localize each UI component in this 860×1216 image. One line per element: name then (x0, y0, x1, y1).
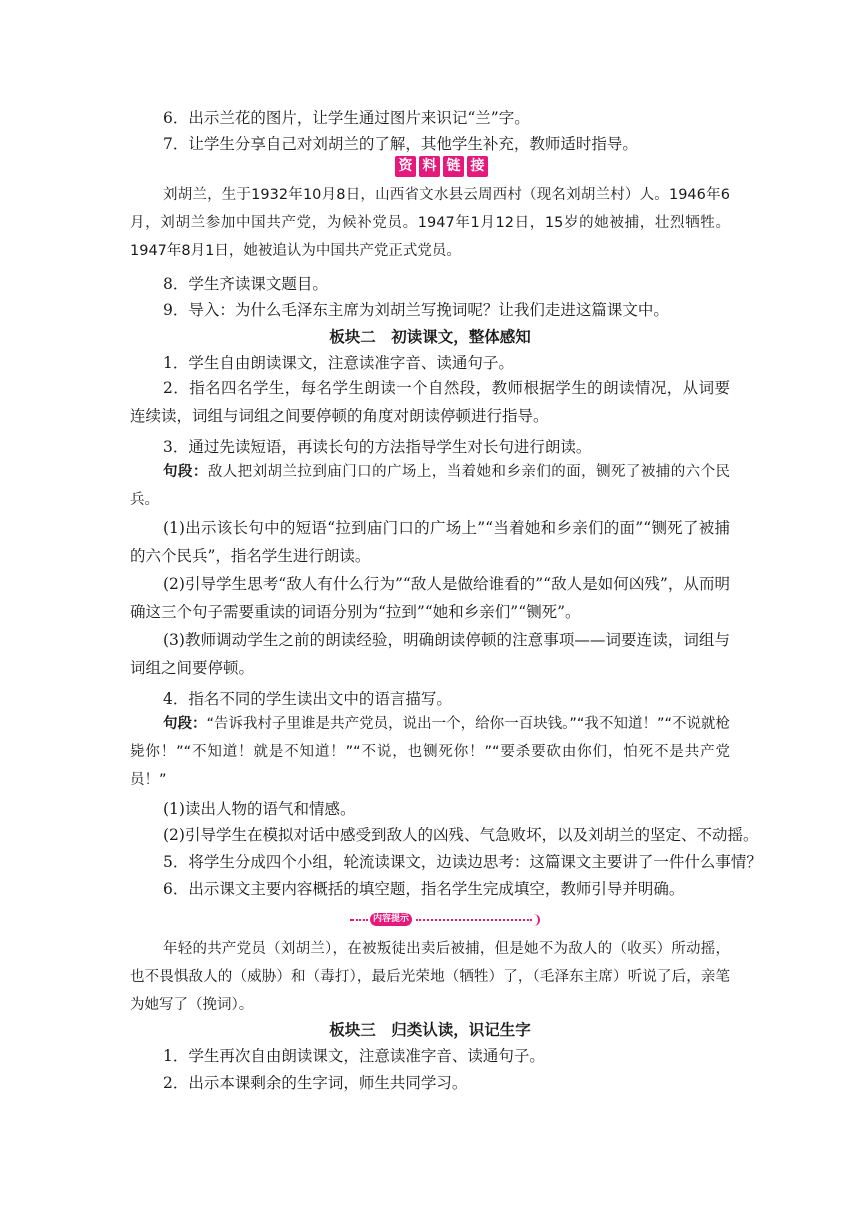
section-3-heading: 板块三 归类认读，识记生字 (329, 1021, 531, 1039)
section-2-step-4: 4．指名不同的学生读出文中的语言描写。 (163, 690, 452, 708)
question-1: (1)读出人物的语气和情感。 (163, 800, 356, 818)
section-2-step-6: 6．出示课文主要内容概括的填空题，指名学生完成填空，教师引导并明确。 (163, 880, 685, 898)
section-2-heading: 板块二 初读课文，整体感知 (329, 328, 531, 346)
content-summary: 年轻的共产党员（刘胡兰），在被叛徒出卖后被捕，但是她不为敌人的（收买）所动摇，也不畏惧敌人的（威胁）和（毒打），最后光荣地（牺牲）了，（毛泽东主席）听说了后，亲笔为她写了（挽词）。 (130, 941, 730, 1013)
section-3-step-2: 2．出示本课剩余的生字词，师生共同学习。 (163, 1074, 468, 1092)
instruction-3: (3)教师调动学生之前的朗读经验，明确朗读停顿的注意事项——词要连读，词组与词组之间要停顿。 (130, 631, 730, 677)
excerpt-label: 句段： (163, 464, 208, 480)
step-7: 7．让学生分享自己对刘胡兰的了解，其他学生补充，教师适时指导。 (163, 135, 638, 153)
instruction-1: (1)出示该长句中的短语“拉到庙门口的广场上”“当着她和乡亲们的面”“铡死了被捕的六个民兵”，指名学生进行朗读。 (130, 519, 730, 565)
tip-start-mark (350, 919, 354, 921)
badge-char: 料 (419, 156, 440, 177)
excerpt-label: 句段： (163, 716, 207, 732)
content-tip-marker (350, 913, 540, 927)
tip-dots-left (356, 919, 368, 921)
question-2: (2)引导学生在模拟对话中感受到敌人的凶残、气急败坏，以及刘胡兰的坚定、不动摇。 (163, 826, 759, 844)
excerpt-text: “告诉我村子里谁是共产党员，说出一个，给你一百块钱。”“我不知道！”“不说就枪毙你！”“不知道！就是不知道！”“不说，也铡死你！”“要杀要砍由你们，怕死不是共产党员！” (130, 716, 730, 788)
content-tip-label: 内容提示 (370, 913, 412, 926)
resource-link-badge (395, 156, 488, 177)
liu-hulan-bio: 刘胡兰，生于1932年10月8日，山西省文水县云周西村（现名刘胡兰村）人。1946年6月，刘胡兰参加中国共产党，为候补党员。1947年1月12日，15岁的她被捕，壮烈牺牲。1947年8月1日，她被追认为中国共产党正式党员。 (130, 187, 730, 259)
instruction-2: (2)引导学生思考“敌人有什么行为”“敌人是做给谁看的”“敌人是如何凶残”，从而明确这三个句子需要重读的词语分别为“拉到”“她和乡亲们”“铡死”。 (130, 575, 730, 621)
tip-end-mark (532, 914, 540, 926)
section-2-step-5: 5．将学生分成四个小组，轮流读课文，边读边思考：这篇课文主要讲了一件什么事情？ (163, 853, 762, 871)
section-2-step-1: 1．学生自由朗读课文，注意读准字音、读通句子。 (163, 354, 514, 372)
step-6: 6．出示兰花的图片，让学生通过图片来识记“兰”字。 (163, 109, 530, 127)
tip-dots-right (416, 919, 532, 921)
step-8: 8．学生齐读课文题目。 (163, 275, 328, 293)
sentence-excerpt-2 (130, 710, 730, 794)
step-9: 9．导入：为什么毛泽东主席为刘胡兰写挽词呢？让我们走进这篇课文中。 (163, 301, 669, 319)
badge-char: 资 (395, 156, 416, 177)
badge-char: 接 (467, 156, 488, 177)
section-2-step-2: 2．指名四名学生，每名学生朗读一个自然段，教师根据学生的朗读情况，从词要连续读，词组与词组之间要停顿的角度对朗读停顿进行指导。 (130, 379, 730, 425)
section-2-step-3: 3．通过先读短语，再读长句的方法指导学生对长句进行朗读。 (163, 438, 592, 456)
excerpt-text: 敌人把刘胡兰拉到庙门口的广场上，当着她和乡亲们的面，铡死了被捕的六个民兵。 (130, 464, 731, 508)
badge-char: 链 (443, 156, 464, 177)
section-3-step-1: 1．学生再次自由朗读课文，注意读准字音、读通句子。 (163, 1047, 545, 1065)
sentence-excerpt-1 (130, 458, 730, 514)
